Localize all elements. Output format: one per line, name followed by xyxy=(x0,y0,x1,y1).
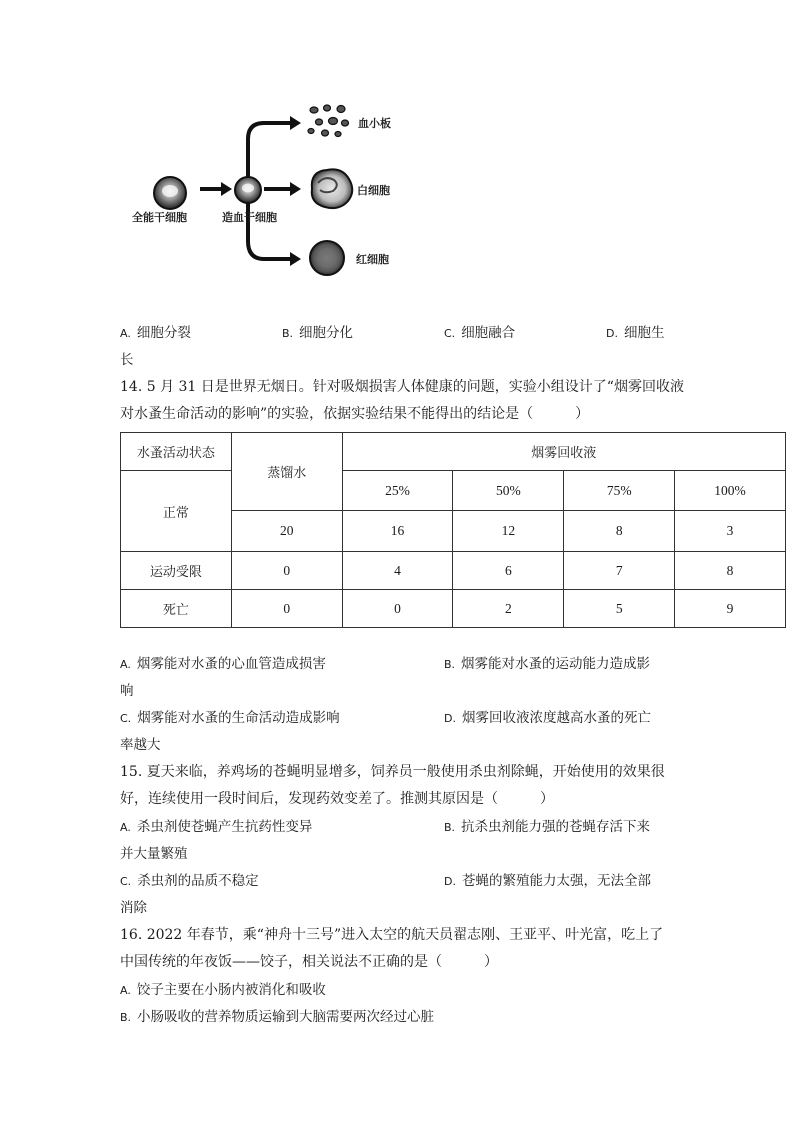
q14-stem-line2: 对水蚤生命活动的影响”的实验，依据实验结果不能得出的结论是（ ） xyxy=(120,406,590,422)
q13-option-b[interactable]: B. 细胞分化 xyxy=(282,325,354,341)
q15-option-b[interactable]: B. 抗杀虫剂能力强的苍蝇存活下来 xyxy=(444,819,651,835)
label-red-blood-cell: 红细胞 xyxy=(356,253,389,266)
table-header-smoke-solution: 烟雾回收液 xyxy=(342,433,785,471)
cell-differentiation-diagram xyxy=(120,95,410,290)
white-blood-cell-icon xyxy=(312,169,353,208)
table-cell: 9 xyxy=(675,590,786,628)
q15-stem-line2: 好，连续使用一段时间后，发现药效变差了。推测其原因是（ ） xyxy=(120,791,554,807)
q16-stem-line2: 中国传统的年夜饭——饺子，相关说法不正确的是（ ） xyxy=(120,954,498,970)
row-label-normal: 正常 xyxy=(121,471,232,552)
table-cell: 5 xyxy=(564,590,675,628)
q16-option-b[interactable]: B. 小肠吸收的营养物质运输到大脑需要两次经过心脏 xyxy=(120,1009,435,1025)
table-cell: 8 xyxy=(564,511,675,552)
table-cell: 16 xyxy=(342,511,453,552)
label-hematopoietic-stem-cell: 造血干细胞 xyxy=(222,211,277,224)
row-label-death: 死亡 xyxy=(121,590,232,628)
conc-25: 25% xyxy=(342,471,453,511)
q15-option-a[interactable]: A. 杀虫剂使苍蝇产生抗药性变异 xyxy=(120,819,313,835)
q16-option-a[interactable]: A. 饺子主要在小肠内被消化和吸收 xyxy=(120,982,326,998)
q15-stem-line1: 15. 夏天来临，养鸡场的苍蝇明显增多，饲养员一般使用杀虫剂除蝇，开始使用的效果很 xyxy=(120,764,665,780)
table-cell: 0 xyxy=(231,590,342,628)
q14-option-d[interactable]: D. 烟雾回收液浓度越高水蚤的死亡 xyxy=(444,710,651,726)
label-white-blood-cell: 白细胞 xyxy=(357,184,390,197)
table-cell: 4 xyxy=(342,552,453,590)
table-cell: 2 xyxy=(453,590,564,628)
table-cell: 20 xyxy=(231,511,342,552)
conc-75: 75% xyxy=(564,471,675,511)
platelet-cluster-icon xyxy=(308,105,349,137)
q14-option-d-wrap: 率越大 xyxy=(120,737,161,753)
table-cell: 7 xyxy=(564,552,675,590)
q14-option-c[interactable]: C. 烟雾能对水蚤的生命活动造成影响 xyxy=(120,710,340,726)
q15-option-b-wrap: 并大量繁殖 xyxy=(120,846,188,862)
q15-option-d-wrap: 消除 xyxy=(120,900,147,916)
table-cell: 6 xyxy=(453,552,564,590)
q14-stem-line1: 14. 5 月 31 日是世界无烟日。针对吸烟损害人体健康的问题，实验小组设计了“烟雾回收液 xyxy=(120,379,684,395)
table-row xyxy=(121,590,786,628)
q15-option-c[interactable]: C. 杀虫剂的品质不稳定 xyxy=(120,873,259,889)
q14-option-a[interactable]: A. 烟雾能对水蚤的心血管造成损害 xyxy=(120,656,326,672)
q13-option-d[interactable]: D. 细胞生 xyxy=(606,325,665,341)
q13-option-a[interactable]: A. 细胞分裂 xyxy=(120,325,191,341)
table-cell: 12 xyxy=(453,511,564,552)
q14-option-b-wrap: 响 xyxy=(120,683,134,699)
q13-option-d-wrap: 长 xyxy=(120,352,134,368)
table-cell: 3 xyxy=(675,511,786,552)
totipotent-stem-cell-icon xyxy=(154,177,186,209)
table-header-status: 水蚤活动状态 xyxy=(121,433,232,471)
row-label-restricted: 运动受限 xyxy=(121,552,232,590)
red-blood-cell-icon xyxy=(310,241,344,275)
arrow-to-hematopoietic-icon xyxy=(200,182,232,196)
q13-option-c[interactable]: C. 细胞融合 xyxy=(444,325,516,341)
conc-50: 50% xyxy=(453,471,564,511)
label-platelet: 血小板 xyxy=(358,117,391,130)
q16-stem-line1: 16. 2022 年春节，乘“神舟十三号”进入太空的航天员翟志刚、王亚平、叶光富，吃上了 xyxy=(120,927,664,943)
q14-option-b[interactable]: B. 烟雾能对水蚤的运动能力造成影 xyxy=(444,656,651,672)
table-cell: 0 xyxy=(231,552,342,590)
table-header-distilled-water: 蒸馏水 xyxy=(231,433,342,511)
table-cell: 0 xyxy=(342,590,453,628)
table-row xyxy=(121,552,786,590)
conc-100: 100% xyxy=(675,471,786,511)
q15-option-d[interactable]: D. 苍蝇的繁殖能力太强，无法全部 xyxy=(444,873,651,889)
q14-data-table xyxy=(120,432,786,628)
label-totipotent-stem-cell: 全能干细胞 xyxy=(132,211,187,224)
hematopoietic-stem-cell-icon xyxy=(235,177,261,203)
table-cell: 8 xyxy=(675,552,786,590)
